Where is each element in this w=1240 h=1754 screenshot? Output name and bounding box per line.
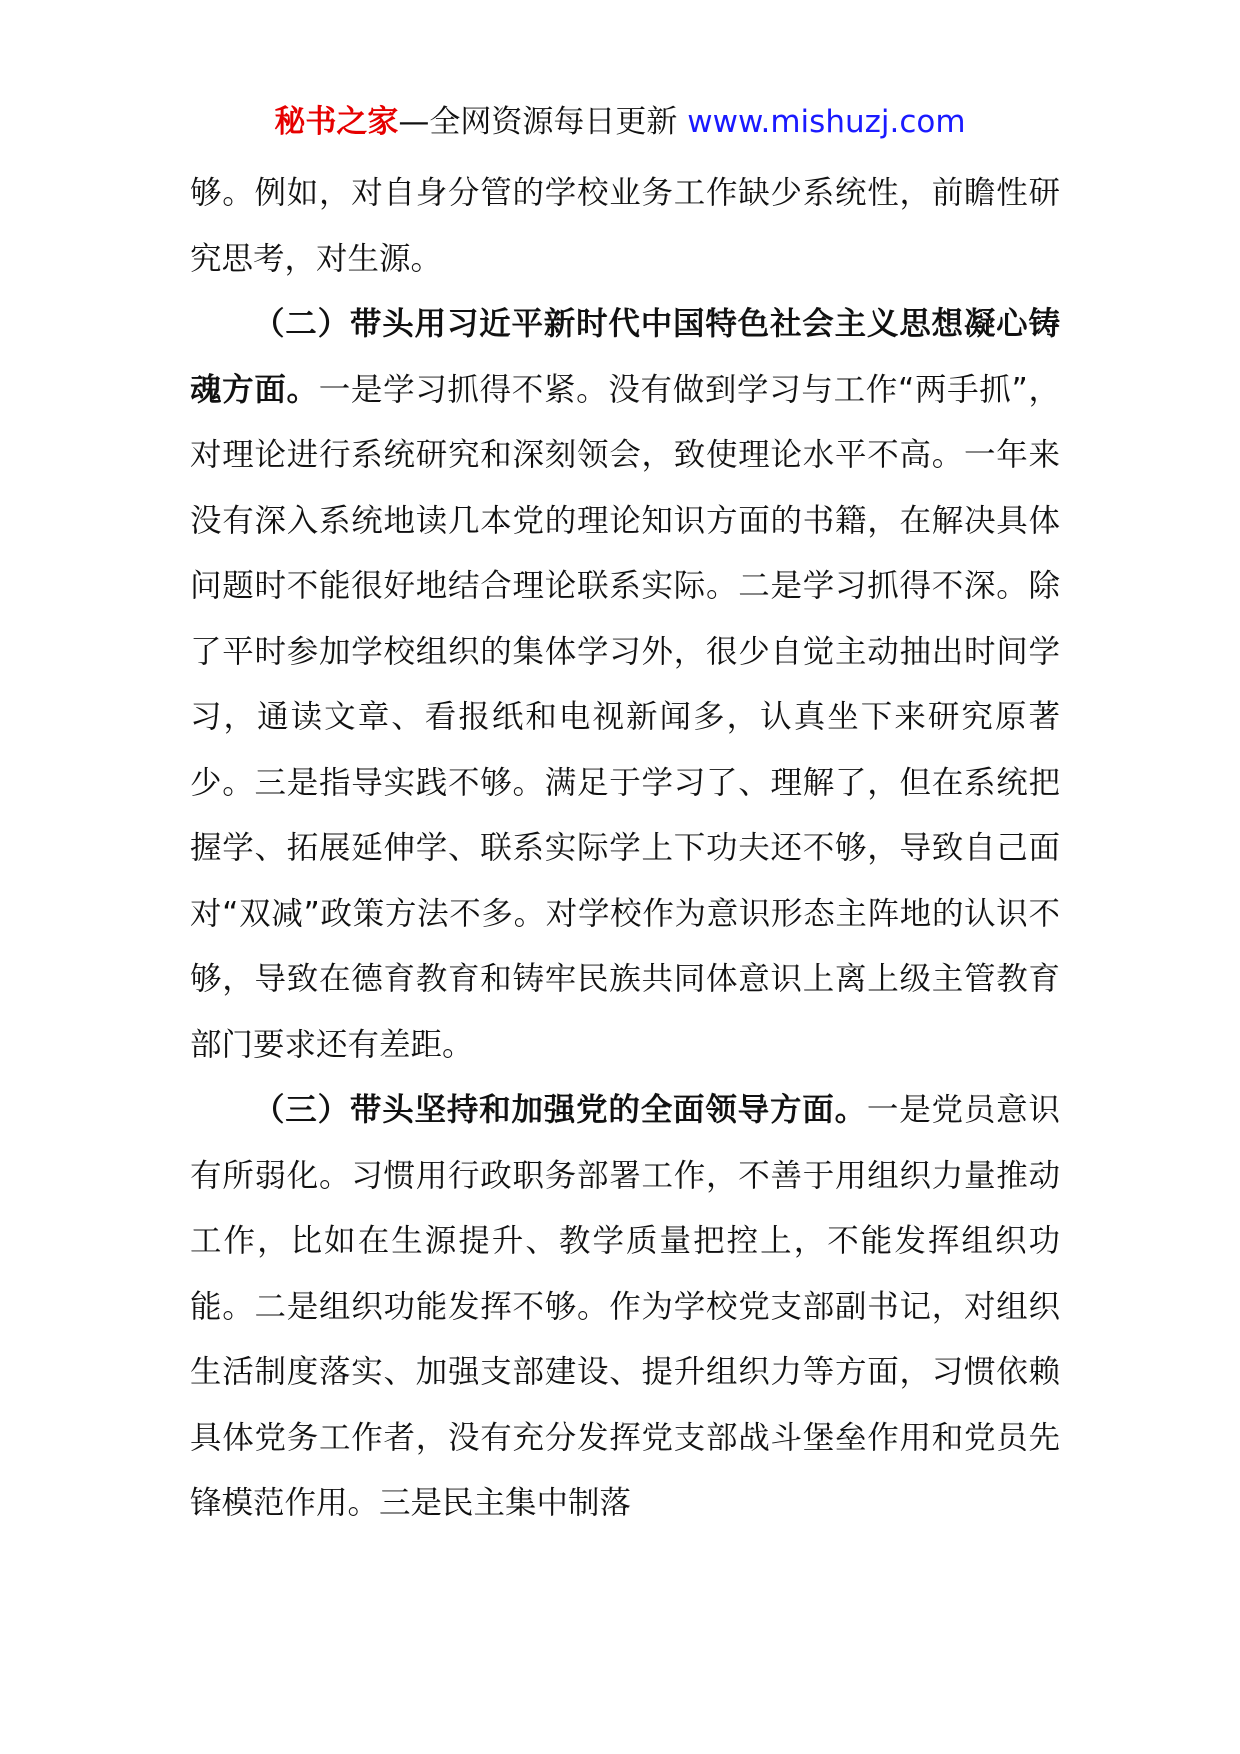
brand-tagline: —全网资源每日更新 [398,104,688,140]
section-heading: （三）带头坚持和加强党的全面领导方面。 [253,1092,867,1128]
paragraph-body: 一是党员意识有所弱化。习惯用行政职务部署工作，不善于用组织力量推动工作，比如在生源提升、教学质量把控上，不能发挥组织功能。二是组织功能发挥不够。作为学校党支部副书记，对组织生活制度落实、加强支部建设、提升组织力等方面，习惯依赖具体党务工作者，没有充分发挥党支部战斗堡垒作用和党员先锋模范作用。三是民主集中制落 [190,1092,1060,1521]
section-heading: （二）带头用习近平新时代中国特色社会主义思想凝心铸魂方面。 [190,306,1060,408]
site-watermark-header [0,100,1240,144]
site-url: www.mishuzj.com [687,104,966,140]
document-body [190,161,1060,1537]
paragraph-section-two [190,292,1060,1078]
brand-name: 秘书之家 [274,104,399,140]
paragraph-body: 够。例如，对自身分管的学校业务工作缺少系统性，前瞻性研究思考，对生源。 [190,175,1060,277]
paragraph-body: 一是学习抓得不紧。没有做到学习与工作“两手抓”，对理论进行系统研究和深刻领会，致使理论水平不高。一年来没有深入系统地读几本党的理论知识方面的书籍，在解决具体问题时不能很好地结合理论联系实际。二是学习抓得不深。除了平时参加学校组织的集体学习外，很少自觉主动抽出时间学习，通读文章、看报纸和电视新闻多，认真坐下来研究原著少。三是指导实践不够。满足于学习了、理解了，但在系统把握学、拓展延伸学、联系实际学上下功夫还不够，导致自己面对“双减”政策方法不多。对学校作为意识形态主阵地的认识不够，导致在德育教育和铸牢民族共同体意识上离上级主管教育部门要求还有差距。 [190,371,1060,1063]
paragraph-section-three [190,1078,1060,1537]
paragraph-continuation [190,161,1060,292]
